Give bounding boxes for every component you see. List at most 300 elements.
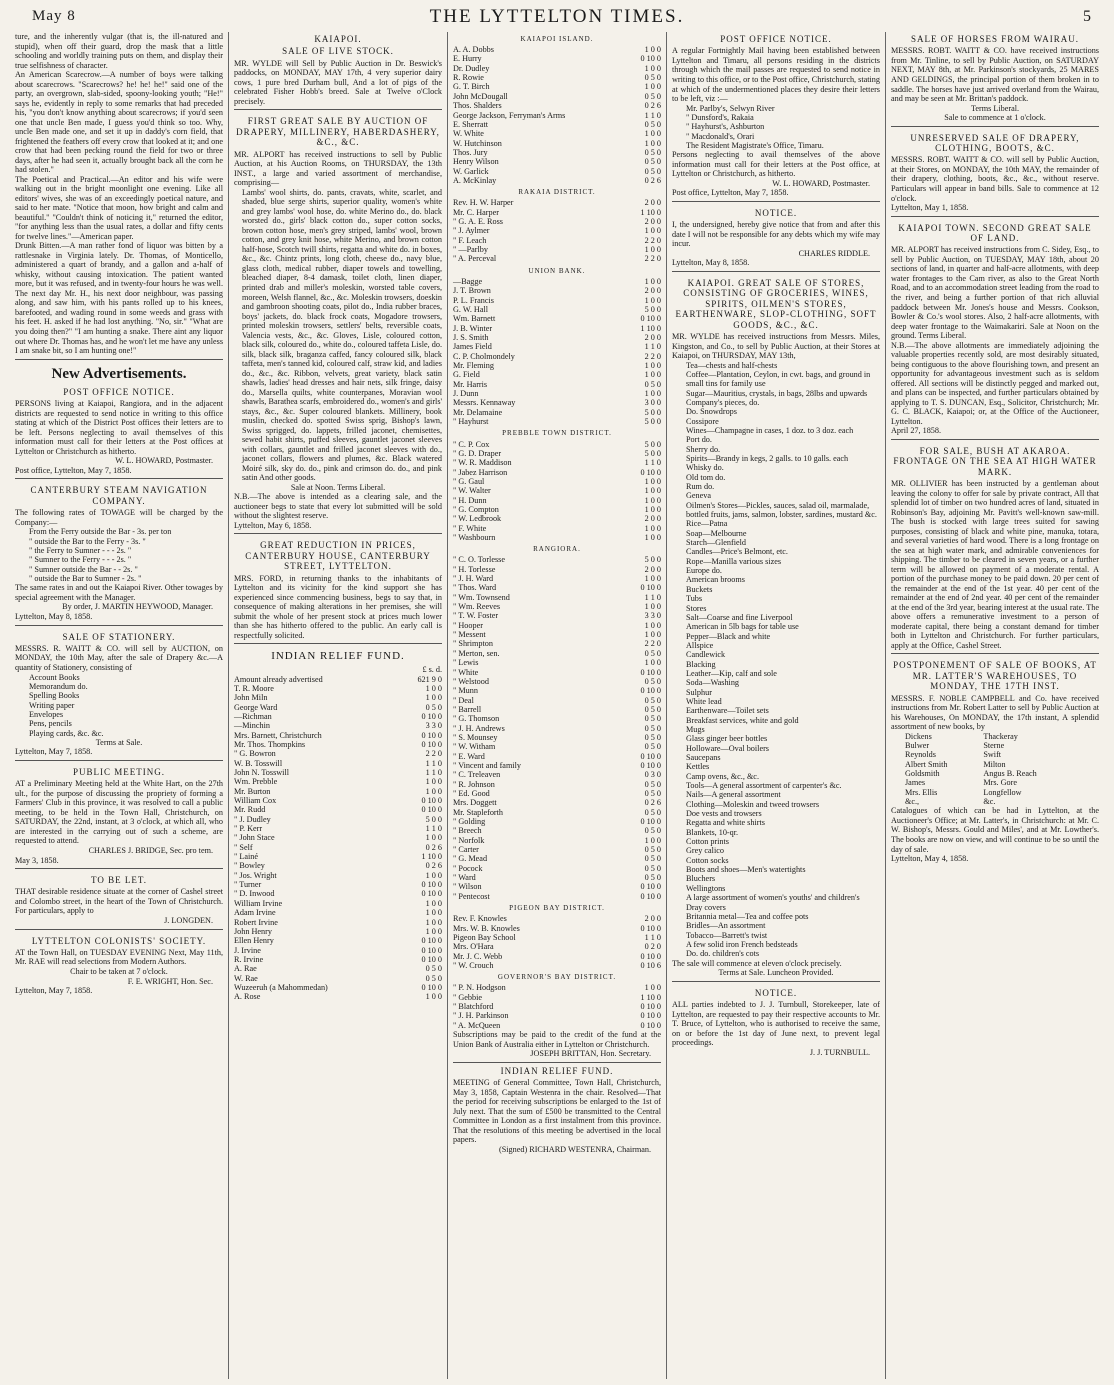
subscriber-name: " Blatchford [453,1002,494,1012]
table-row [234,796,442,805]
table-row [453,798,661,807]
section-heading: RANGIORA. [533,545,581,554]
subscription-amount: 1 0 0 [644,495,661,505]
subscription-amount: 0 5 0 [644,676,661,686]
subscriber-name: G. T. Birch [453,82,490,92]
ad-terms: Terms at Sale. [95,737,143,747]
subscription-amount: 0 5 0 [644,648,661,658]
subscription-amount: 2 2 0 [644,639,661,649]
subscription-amount: 1 0 0 [644,82,661,92]
subscriber-name: William Irvine [234,898,283,908]
subscription-amount: 1 10 0 [640,992,661,1002]
list-item: Spelling Books [29,691,80,701]
subscription-amount: 0 5 0 [644,166,661,176]
ad-body: A regular Fortnightly Mail having been established between Lyttelton and Timaru, all persons residing in the districts through which the mail passes are requested to send notice in writing to this office, or to the Post office, Christchurch, stating at which of the undermentioned places they desire their letters to be left, viz :— [672,46,880,104]
newspaper-title: THE LYTTELTON TIMES. [429,6,685,27]
list-item: Tubs [686,594,703,604]
rate-line: " outside the Bar to the Ferry - 3s. " [29,536,146,546]
subscription-amount: 0 10 0 [421,889,442,899]
list-item: Wines—Champagne in cases, 1 doz. to 3 doz. each [686,425,854,435]
kaiapoi-livestock-ad [234,34,442,110]
ad-date: Lyttelton, May 7, 1858. [15,747,93,757]
subscription-amount: 0 10 0 [421,805,442,815]
subscription-amount: 0 5 0 [644,788,661,798]
subscription-table [453,983,661,1030]
list-item: Spirits—Brandy in kegs, 2 galls. to 10 galls. each [686,454,849,464]
subscription-amount: 0 5 0 [644,147,661,157]
table-row [453,574,661,583]
subscriber-name: Mr. Stapleforth [453,807,504,817]
subscription-amount: 1 0 0 [644,138,661,148]
subscriber-name: —Richman [234,711,272,721]
author-name: Albert Smith [905,759,948,769]
subscription-amount: 0 2 6 [425,861,442,871]
table-row [453,111,661,120]
subscriber-name: Wuzeeruh (a Mahommedan) [234,982,328,992]
ad-title: NOTICE. [754,207,798,218]
table-row [453,611,661,620]
subscriber-name: G. W. Hall [453,304,489,314]
subscriber-name: " G. Thomson [453,714,500,724]
subscriber-name: " Carter [453,845,479,855]
subscription-amount: 0 10 0 [421,936,442,946]
table-row [453,449,661,458]
table-row [905,760,1082,769]
column-5 [886,32,1104,1379]
ad-title: GREAT REDUCTION IN PRICES, CANTERBURY HOUSE, CANTERBURY STREET, LYTTELTON. [245,540,431,572]
subscription-amount: 1 0 0 [644,523,661,533]
subscriber-name: " J. Aylmer [453,226,490,236]
table-row [453,417,661,426]
ad-body: I, the undersigned, hereby give notice that from and after this date I will not be responsible for any debts which my wife may incur. [672,220,880,249]
ad-date: Lyttelton, May 1, 1858. [891,203,969,213]
currency-header: £ s. d. [422,665,442,675]
subscription-amount: 1 0 0 [644,276,661,286]
subscriber-name: Mr. C. Harper [453,207,499,217]
author-name: Bulwer [905,741,930,751]
table-row [453,742,661,751]
subscription-table [453,555,661,901]
author-name: &c. [983,797,996,807]
table-row [234,721,442,730]
stationery-sale-ad [15,632,223,761]
list-item: Mugs [686,724,705,734]
subscriber-name: " Golding [453,817,486,827]
table-row [905,732,1082,741]
table-row [234,992,442,1001]
table-row [453,167,661,176]
list-item: Rum do. [686,482,715,492]
table-row [234,712,442,721]
subscription-amount: 1 0 0 [644,658,661,668]
table-row [453,892,661,901]
table-row [453,514,661,523]
ad-date: Lyttelton, May 6, 1858. [234,520,312,530]
list-item: Envelopes [29,709,64,719]
ad-body: MR. ALPORT has received instructions to sell by Public Auction, at his Auction Rooms, on THURSDAY, the 13th INST., a large and varied assortment of merchandise, comprising— [234,149,442,188]
author-name: Swift [983,750,1002,760]
author-name: Thackeray [983,731,1018,741]
ad-body: PERSONS living at Kaiapoi, Rangiora, and in the adjacent districts are requested to send notice in writing to this office stating at which of the District Post offices their letters are to be left. Persons neglecting to avail themselves of this information must call for their letters at the Post offices at Lyttelton or Christchurch as hitherto. [15,399,223,456]
table-row [453,1011,661,1020]
ad-body: THAT desirable residence situate at the corner of Cashel street and Colombo street, in the heart of the Town of Christchurch. For particulars, apply to [15,887,223,916]
subscription-amount: 0 5 0 [644,826,661,836]
table-row [453,305,661,314]
ad-signature: By order, J. MARTIN HEYWOOD, Manager. [62,602,213,612]
subscription-amount: 1 1 0 [644,110,661,120]
subscriber-name: Pigeon Bay School [453,932,516,942]
subscription-amount: 1 0 0 [644,295,661,305]
subscriber-name: J. B. Winter [453,323,493,333]
list-item: Starch—Glenfield [686,538,747,548]
subscriber-name: " P. Kerr [234,824,263,834]
list-item: Whisky do. [686,463,724,473]
ad-title: POST OFFICE NOTICE. [63,386,175,397]
ad-title: UNRESERVED SALE OF DRAPERY, CLOTHING, BOOTS, &C. [910,132,1080,153]
post-office-notice-2 [672,34,880,202]
subscription-amount: 5 0 0 [644,555,661,565]
table-row [453,933,661,942]
ad-title: LYTTELTON COLONISTS' SOCIETY. [31,935,207,946]
subscriber-name: " R. Johnson [453,779,495,789]
subscription-table [453,198,661,263]
turnbull-notice-ad [672,988,880,1061]
subscriber-name: A. McKinlay [453,175,497,185]
subscriber-name: E. Sherratt [453,119,489,129]
table-row [453,54,661,63]
subscriber-name: " —Parlby [453,245,488,255]
table-row [234,871,442,880]
subscriber-name: Mrs. O'Hara [453,942,494,952]
article-scarecrow: An American Scarecrow.—A number of boys were talking about scarecrows. "Scarecrows? he! he! he!" said one of the party, an overgrown, slab-sided, spoony-looking youth; "He!" says he, evidently in reply to some remarks that had preceded his, "you don't know anything about scarecrows; if you'd seen one that uncle Ben made, I guess you'd think so too. Why, uncle Ben made one, and set it up in daddy's corn field, that frightened the feathers off every crow that looked at it; and one crow that had been pecking round the field for two or three days, after he had seen it, actually brought back all the corn he had stolen." [15,70,223,175]
author-name: Mrs. Ellis [905,787,938,797]
masthead [10,4,1104,28]
subscriber-name: " G. Mead [453,854,488,864]
subscription-amount: 2 0 0 [644,217,661,227]
subscriber-name: " Shrimpton [453,639,493,649]
mail-places [672,104,880,151]
list-item: Kettles [686,762,710,772]
table-row [453,952,661,961]
ad-date: Lyttelton, May 8, 1858. [672,258,750,268]
subscriber-name: " Jos. Wright [234,870,277,880]
table-row [453,440,661,449]
subscriber-name: Mr. J. C. Webb [453,951,503,961]
table-row [453,533,661,542]
subscriber-name: William Cox [234,796,277,806]
subscriber-name: C. P. Cholmondely [453,351,515,361]
subscription-amount: 0 5 0 [644,379,661,389]
subscriber-name: P. L. Francis [453,295,494,305]
section-heading: PIGEON BAY DISTRICT. [509,904,605,913]
subscription-amount: 0 10 0 [640,314,661,324]
list-item: Mr. Parlby's, Selwyn River [686,103,775,113]
table-row [453,583,661,592]
subscriber-name: " Barrell [453,704,482,714]
subscriber-name: Messrs. Kennaway [453,398,516,408]
ad-title: POST OFFICE NOTICE. [720,34,832,44]
subscription-table [453,914,661,970]
ad-signature: F. E. WRIGHT, Hon. Sec. [127,976,213,986]
subscription-amount: 0 5 0 [644,779,661,789]
table-row [453,198,661,207]
subscriber-name: " Vincent and family [453,760,521,770]
list-item: Britannia metal—Tea and coffee pots [686,911,809,921]
subscription-amount: 0 5 0 [644,119,661,129]
subscriber-name: " P. N. Hodgson [453,983,506,993]
table-row [453,64,661,73]
subscription-amount: 1 0 0 [644,245,661,255]
subscriber-name: " G. Bowron [234,749,276,759]
subscriber-name: George Ward [234,702,278,712]
subscriber-name: " J. Dudley [234,814,271,824]
subscription-amount: 1 10 0 [640,207,661,217]
canterbury-house-ad [234,540,442,644]
subscription-amount: 1 1 0 [644,458,661,468]
subscriber-name: E. Hurry [453,54,482,64]
ad-title: KAIAPOI TOWN. SECOND GREAT SALE OF LAND. [898,222,1092,243]
subscriber-name: " T. W. Foster [453,611,499,621]
subscription-amount: 1 0 0 [425,786,442,796]
subscription-amount: 0 2 6 [644,175,661,185]
subscriber-name: " S. Mounsey [453,732,498,742]
list-item: Earthenware—Toilet sets [686,706,769,716]
list-item: Rice—Patna [686,519,728,529]
author-name: Mrs. Gore [983,778,1017,788]
subscription-amount: 1 0 0 [425,926,442,936]
subscriber-name: " Lainé [234,852,259,862]
ad-title: SALE OF STATIONERY. [62,631,176,642]
table-row [453,780,661,789]
table-row [234,684,442,693]
subscriber-name: " J. H. Parkinson [453,1011,509,1021]
subscription-amount: 0 10 0 [421,730,442,740]
table-row [453,630,661,639]
subscriber-name: " A. Perceval [453,254,497,264]
subscription-amount: 1 0 0 [644,45,661,55]
table-row [234,861,442,870]
table-row [453,129,661,138]
table-row [453,593,661,602]
subscription-table [453,45,661,185]
horse-sale-ad [891,34,1099,127]
subscriber-name: Dr. Dudley [453,63,490,73]
subscriber-name: " Welstood [453,676,489,686]
subscription-sections [453,35,661,1030]
public-meeting-ad [15,767,223,869]
list-item: Europe do. [686,566,722,576]
table-row [453,139,661,148]
subscriber-name: " Lewis [453,658,479,668]
subscriber-name: " Wm. Townsend [453,592,510,602]
table-row [905,741,1082,750]
column-3 [448,32,667,1379]
ad-date: May 3, 1858. [15,855,59,865]
table-row [453,226,661,235]
list-item: Blacking [686,659,716,669]
drapery-auction-ad [234,116,442,534]
new-advertisements-heading: New Advertisements. [51,365,187,382]
subscription-amount: 0 10 0 [640,760,661,770]
subscription-table [453,440,661,543]
ad-body: MRS. FORD, in returning thanks to the inhabitants of Lyttelton and its vicinity for the kind support she has experienced since commencing business, begs to say that, in consequence of making alterations in her premises, she will submit the whole of her present stock at prices much lower than she has hitherto offered to the public. An early call is respectfully solicited. [234,573,442,640]
table-row [453,993,661,1002]
subscriber-name: J. Dunn [453,389,479,399]
article-poetical: The Poetical and Practical.—An editor and his wife were walking out in the bright moonlight one evening. Like all editors' wives, she was of an exceedingly poetical nature, and said to her mate. "Notice that moon, how bright and calm and beautiful." "Couldn't think of noticing it," returned the editor, "for anything less than the usual rates, a dollar and fifty cents for twelve lines."—American paper. [15,174,223,241]
list-item: Coffee—Plantation, Ceylon, in cwt. bags, and ground in small tins for family use [686,369,871,389]
subscriber-name: Mrs. Barnett, Christchurch [234,730,322,740]
ad-title: FIRST GREAT SALE BY AUCTION OF DRAPERY, MILLINERY, HABERDASHERY, &C., &C. [236,116,440,148]
list-item: Rope—Manilla various sizes [686,556,782,566]
subscription-amount: 5 0 0 [644,304,661,314]
subscription-amount: 2 2 0 [644,235,661,245]
subscription-amount: 1 0 0 [425,870,442,880]
table-row [453,333,661,342]
list-item: Holloware—Oval boilers [686,743,769,753]
subscription-amount: 1 0 0 [644,389,661,399]
subscriber-name: Ellen Henry [234,936,274,946]
ad-note: N.B.—The above allotments are immediately adjoining the valuable properties recently sold, are most desirably situated, being contiguous to the above flourishing town, and present an opportunity for advantageous investment such as is seldom offered. All sections will be distinctly pegged and marked out, and plans can be inspected, and further particulars obtained by applying to T. S. DUNCAN, Esq., Solicitor, Christchurch; Mr. G. C. BLACK, Kaiapoi; or, at the Office of the Auctioneer, Lyttelton. [891,340,1099,426]
table-row [453,658,661,667]
subscription-amount: 0 10 0 [640,817,661,827]
steam-navigation-ad [15,485,223,625]
subscription-amount: 0 5 0 [644,742,661,752]
subscriber-name: W. White [453,129,484,139]
table-row [453,314,661,323]
subscription-amount: 1 1 0 [425,824,442,834]
subscriber-name: " White [453,667,479,677]
subscriber-name: " Pentecost [453,891,490,901]
subscription-amount: 1 0 0 [425,992,442,1002]
subscriber-name: " H. Torlesse [453,564,496,574]
subscriber-name: " D. Inwood [234,889,275,899]
list-item: Sulphur [686,687,712,697]
table-row [453,714,661,723]
list-item: Pens, pencils [29,719,72,729]
table-row [234,740,442,749]
subscription-amount: 2 0 0 [644,332,661,342]
subscription-amount: 0 10 0 [640,667,661,677]
subscriber-name: " G. Compton [453,504,499,514]
subscription-amount: 3 0 0 [644,398,661,408]
subscriber-name: " Wm. Reeves [453,602,501,612]
ad-title: FOR SALE, BUSH AT AKAROA. FRONTAGE ON THE SEA AT HIGH WATER MARK. [893,445,1097,477]
ad-body: MESSRS. ROBT. WAITT & CO. will sell by Public Auction, at their Stores, on MONDAY, the 10th MAY, the remainder of their drapery, clothing, boots, &c., &c., without reserve. Particulars will appear in band bills. Sale to commence at 12 o'clock. [891,155,1099,203]
table-row [453,389,661,398]
ad-title: SALE OF HORSES FROM WAIRAU. [910,34,1080,44]
table-row [453,208,661,217]
subscription-amount: 1 0 0 [644,574,661,584]
ad-title: POSTPONEMENT OF SALE OF BOOKS, AT MR. LATTER'S WAREHOUSES, TO MONDAY, THE 17TH INST. [893,660,1097,692]
table-row [453,524,661,533]
list-item: Nails—A general assortment [686,790,781,800]
list-item: Wellingtons [686,883,726,893]
author-name: Longfellow [983,787,1022,797]
table-row [453,92,661,101]
column-1 [10,32,229,1379]
subscription-amount: 1 1 0 [644,342,661,352]
subscription-amount: 0 5 0 [644,873,661,883]
ad-item-list: Lambs' wool shirts, do. pants, cravats, white, scarlet, and shaded, blue serge shirts, superior quality, women's white and grey lambs' wool hose, do. white Merino do., do. black worsted do., girls' black cotton do., super cotton socks, brown cotton hose, men's grey striped, lambs' wool, brown cotton, and grey knit hose, white Merino, and brown cotton half-hose, Scotch twill shirts, regatta and white do. in boxes, &c., &c. Chintz prints, long cloth, cheese do., navy blue, glass cloth, medical rubber, diaper towels and towelling, bleached diaper, 8-4 damask, toilet cloth, linen diaper, printed drab and miller's moleskin, worsted table covers, moreen, Welsh flannel, &c., &c. Moleskin trowsers, doeskin and gambroon shooting coats, pilot do., India rubber braces, boys' jackets, do. black frock coats, Mogadore trowsers, printed moleskin trowsers, settlers' belts, reversible coats, Valencia vests, &c., &c. Gloves, Lisle, coloured cotton, black silk, coloured do., white do., coloured taffeta Lisle, do. silk, black silk, braganza caffed, fancy coloured silk, black taffeta, men's tanned kid, coloured calf, straw kid, and ladies do., &c., &c. Ribbon, velvets, great variety, black satin shawls, ladies' head dresses and hair nets, silk fringe, daisy do., Marsella quilts, white counterpanes, Moravian wool shawls, Barathea scarfs, embroidered do., women's and girls' stays, &c., &c. Super coloured blankets. Millinery, book muslin, checked do. spotted Swiss sprig, Bishop's lawn, Swiss sprigged, do. lappets, frilled jaconet, chemisettes, sewed habit shirts, puffed sleeves, gauntlet jaconet sleeves with collars, gauntlet and frilled jaconet sleeves with do., jaconet collars, flowers and plumes, &c. Black watered Moiré silk, sky do. do., pink and crimson do. do., and pink satin And other goods. [242,187,442,483]
list-item: Oilmen's Stores—Pickles, sauces, salad oil, marmalade, bottled fruits, jams, salmon, lobster, sardines, mustard &c. [686,500,877,520]
list-item: Clothing—Moleskin and tweed trowsers [686,799,820,809]
ad-body: MESSRS. R. WAITT & CO. will sell by AUCTION, on MONDAY, the 10th May, after the sale of Drapery &c.—A quantity of Stationery, consisting of [15,643,223,672]
subscription-amount: 3 3 0 [425,721,442,731]
subscriber-name: " Hayhurst [453,417,489,427]
ad-body: AT a Preliminary Meeting held at the White Hart, on the 27th ult., for the purpose of discussing the propriety of forming a Farmers' Club in this province, it was resolved to call a public meeting, to be held in the Town Hall, Christchurch, on SATURDAY, the 22nd, instant, at 3 o'clock, at which all, who are interested in the carrying out of such a scheme, are requested to attend. [15,779,223,846]
section-heading: PREBBLE TOWN DISTRICT. [502,429,612,438]
subscription-amount: 0 10 0 [640,467,661,477]
subscriber-name: W. Rae [234,973,258,983]
subscriber-name: Thos. Jury [453,147,488,157]
table-row [234,768,442,777]
table-row [453,505,661,514]
ad-signature: J. LONGDEN. [164,916,213,925]
table-row [234,843,442,852]
ad-note: Catalogues of which can be had in Lyttelton, at the Auctioneer's Office; at Mr. Latter's, in Christchurch: at Mr. C. W. Bishop's, Messrs. Gould and Miles', and at Mr. Lowther's. The books are now on view, and will continue to be so until the day of sale. [891,806,1099,854]
subscriber-name: James Field [453,342,492,352]
table-row [453,789,661,798]
subscriber-name: " Messent [453,630,486,640]
list-item: Tools—A general assortment of carpenter's &c. [686,781,842,791]
subscriber-name: Amount already advertised [234,674,323,684]
subscription-amount: 0 5 0 [644,845,661,855]
rate-line: " Sumner outside the Bar - - 2s. " [29,564,138,574]
subscriber-name: A. Rose [234,992,261,1002]
subscriber-name: Robert Irvine [234,917,278,927]
subscriber-name: " W. Crouch [453,960,494,970]
subscription-amount: 1 1 0 [644,592,661,602]
table-row [234,852,442,861]
table-row [234,777,442,786]
subscription-amount: 0 2 6 [644,101,661,111]
table-row [234,833,442,842]
subscription-amount: 5 0 0 [644,439,661,449]
subscriber-name: " W. Witham [453,742,496,752]
table-row [234,974,442,983]
subscription-amount: 0 10 0 [640,751,661,761]
subscriber-name: John N. Tosswill [234,768,290,778]
ad-signature: W. L. HOWARD, Postmaster. [115,456,213,466]
subscriber-name: " J. H. Ward [453,574,494,584]
table-row [234,983,442,992]
list-item: White lead [686,696,722,706]
subscriber-name: " J. H. Andrews [453,723,505,733]
subscriber-name: " Munn [453,686,478,696]
table-row [234,815,442,824]
subscription-amount: 5 0 0 [644,407,661,417]
table-row [453,826,661,835]
subscription-amount: 0 2 6 [644,798,661,808]
table-row [453,486,661,495]
table-row [453,639,661,648]
subscription-amount: 1 0 0 [644,360,661,370]
table-row [453,496,661,505]
ad-date: Post office, Lyttelton, May 7, 1858. [672,188,789,198]
table-row [453,770,661,779]
relief-fund-meeting-ad [453,1066,661,1158]
subscription-amount: 5 0 0 [644,448,661,458]
list-item: " Dunsford's, Rakaia [686,112,754,122]
subscriber-name: John Henry [234,926,272,936]
table-row [453,254,661,263]
subscription-amount: 1 0 0 [425,683,442,693]
list-item: Old tom do. [686,472,726,482]
list-item: Playing cards, &c. &c. [29,728,104,738]
list-item: Cossipore [686,416,719,426]
subscriber-name: " Self [234,842,253,852]
table-row [234,964,442,973]
